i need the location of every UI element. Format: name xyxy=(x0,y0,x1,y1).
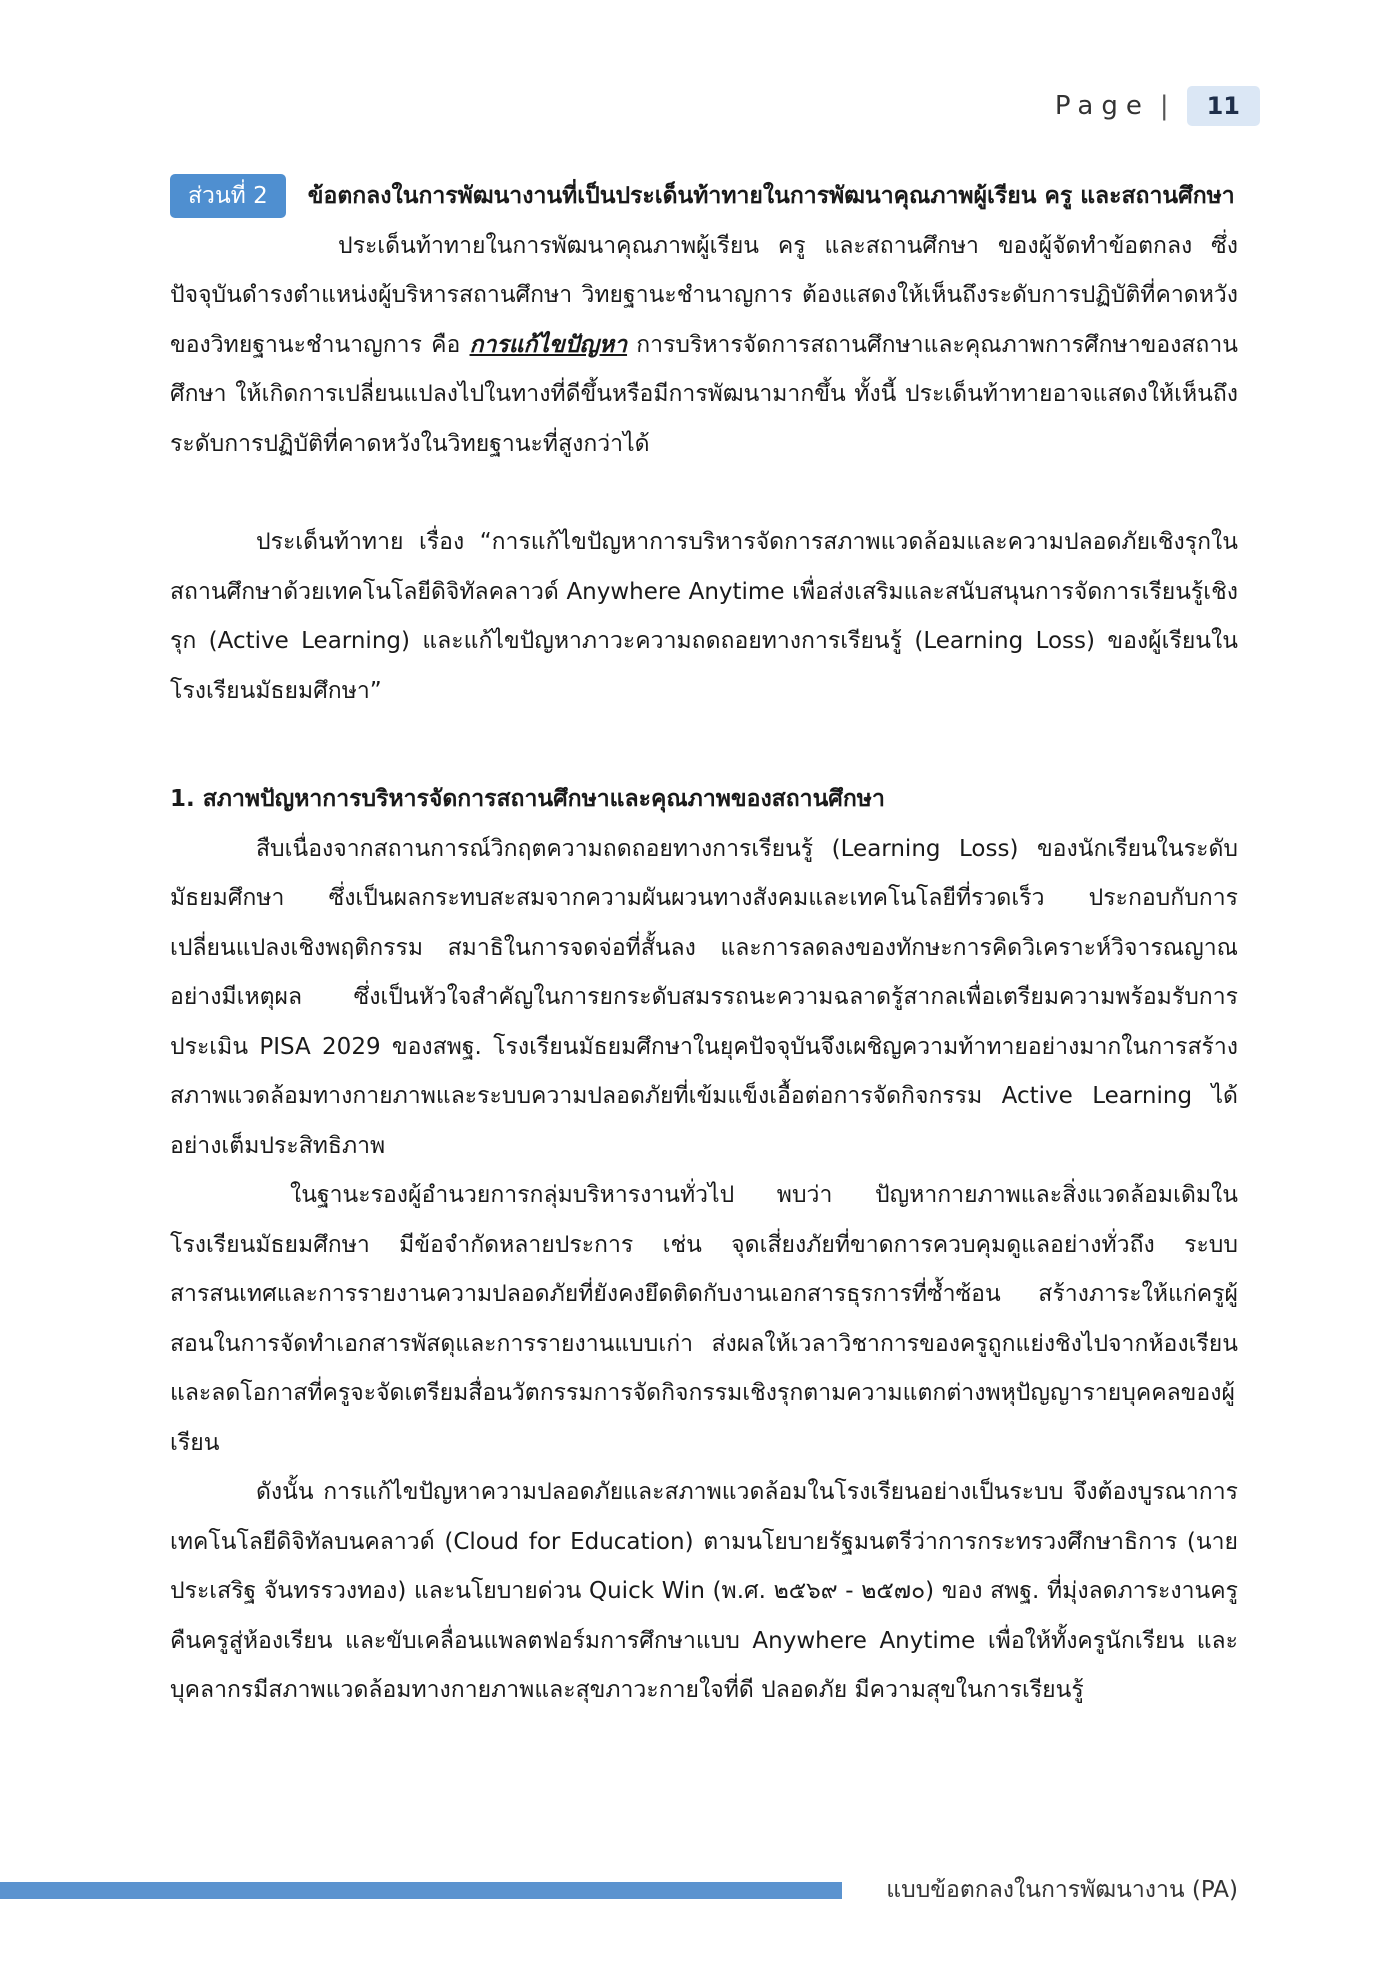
spacer xyxy=(170,469,1238,518)
intro-text-after: การบริหารจัดการสถานศึกษาและคุณภาพการศึกษาของสถานศึกษา ให้เกิดการเปลี่ยนแปลงไปในทางที่ดีขึ้นหรือมีการพัฒนามากขึ้น ทั้งนี้ ประเด็นท้าทายอาจแสดงให้เห็นถึงระดับการปฏิบัติที่คาดหวังในวิทยฐานะที่สูงกว่าได้ xyxy=(170,331,1238,457)
section-title: ข้อตกลงในการพัฒนางานที่เป็นประเด็นท้าทายในการพัฒนาคุณภาพผู้เรียน ครู และสถานศึกษา xyxy=(307,183,1235,209)
footer-text: แบบข้อตกลงในการพัฒนางาน (PA) xyxy=(886,1877,1238,1903)
intro-text-before: ประเด็นท้าทายในการพัฒนาคุณภาพผู้เรียน ครู และสถานศึกษา ของผู้จัดทำข้อตกลง ซึ่งปัจจุบันดำรงตำแหน่งผู้บริหารสถานศึกษา วิทยฐานะชำนาญการ ต้องแสดงให้เห็นถึงระดับการปฏิบัติที่คาดหวังของวิทยฐานะชำนาญการ คือ xyxy=(170,232,1238,358)
body-paragraph-2: ในฐานะรองผู้อำนวยการกลุ่มบริหารงานทั่วไป พบว่า ปัญหากายภาพและสิ่งแวดล้อมเดิมในโรงเรียนมัธยมศึกษา มีข้อจำกัดหลายประการ เช่น จุดเสี่ยงภัยที่ขาดการควบคุมดูแลอย่างทั่วถึง ระบบสารสนเทศและการรายงานความปลอดภัยที่ยังคงยึดติดกับงานเอกสารธุรการที่ซ้ำซ้อน สร้างภาระให้แก่ครูผู้สอนในการจัดทำเอกสารพัสดุและการรายงานแบบเก่า ส่งผลให้เวลาวิชาการของครูถูกแย่งชิงไปจากห้องเรียน และลดโอกาสที่ครูจะจัดเตรียมสื่อนวัตกรรมการจัดกิจกรรมเชิงรุกตามความแตกต่างพหุปัญญารายบุคคลของผู้เรียน xyxy=(170,1182,1238,1456)
intro-paragraph xyxy=(170,222,1238,470)
page-separator: | xyxy=(1159,91,1169,121)
section-heading xyxy=(170,172,1238,222)
section-badge: ส่วนที่ 2 xyxy=(170,174,286,218)
body-paragraph-3: ดังนั้น การแก้ไขปัญหาความปลอดภัยและสภาพแวดล้อมในโรงเรียนอย่างเป็นระบบ จึงต้องบูรณาการเทคโนโลยีดิจิทัลบนคลาวด์ (Cloud for Education) ตามนโยบายรัฐมนตรีว่าการกระทรวงศึกษาธิการ (นายประเสริฐ จันทรรวงทอง) และนโยบายด่วน Quick Win (พ.ศ. ๒๕๖๙ - ๒๕๗๐) ของ สพฐ. ที่มุ่งลดภาระงานครู คืนครูสู่ห้องเรียน และขับเคลื่อนแพลตฟอร์มการศึกษาแบบ Anywhere Anytime เพื่อให้ทั้งครูนักเรียน และบุคลากรมีสภาพแวดล้อมทางกายภาพและสุขภาวะกายใจที่ดี ปลอดภัย มีความสุขในการเรียนรู้ xyxy=(170,1479,1238,1703)
body-paragraph-1: สืบเนื่องจากสถานการณ์วิกฤตความถดถอยทางการเรียนรู้ (Learning Loss) ของนักเรียนในระดับมัธยมศึกษา ซึ่งเป็นผลกระทบสะสมจากความผันผวนทางสังคมและเทคโนโลยีที่รวดเร็ว ประกอบกับการเปลี่ยนแปลงเชิงพฤติกรรม สมาธิในการจดจ่อที่สั้นลง และการลดลงของทักษะการคิดวิเคราะห์วิจารณญาณอย่างมีเหตุผล ซึ่งเป็นหัวใจสำคัญในการยกระดับสมรรถนะความฉลาดรู้สากลเพื่อเตรียมความพร้อมรับการประเมิน PISA 2029 ของสพฐ. โรงเรียนมัธยมศึกษาในยุคปัจจุบันจึงเผชิญความท้าทายอย่างมากในการสร้างสภาพแวดล้อมทางกายภาพและระบบความปลอดภัยที่เข้มแข็งเอื้อต่อการจัดกิจกรรม Active Learning ได้อย่างเต็มประสิทธิภาพ xyxy=(170,835,1238,1159)
document-body xyxy=(170,172,1238,1716)
page-header xyxy=(1055,86,1260,126)
challenge-paragraph: ประเด็นท้าทาย เรื่อง “การแก้ไขปัญหาการบริหารจัดการสภาพแวดล้อมและความปลอดภัยเชิงรุกในสถานศึกษาด้วยเทคโนโลยีดิจิทัลคลาวด์ Anywhere Anytime เพื่อส่งเสริมและสนับสนุนการจัดการเรียนรู้เชิงรุก (Active Learning) และแก้ไขปัญหาภาวะความถดถอยทางการเรียนรู้ (Learning Loss) ของผู้เรียนในโรงเรียนมัธยมศึกษา” xyxy=(170,529,1238,704)
heading-1: 1. สภาพปัญหาการบริหารจัดการสถานศึกษาและคุณภาพของสถานศึกษา xyxy=(170,786,885,812)
page-number: 11 xyxy=(1187,86,1260,126)
spacer xyxy=(170,716,1238,765)
intro-emphasis: การแก้ไขปัญหา xyxy=(469,331,628,358)
page-label: Page xyxy=(1054,91,1150,121)
footer-bar xyxy=(0,1882,842,1899)
